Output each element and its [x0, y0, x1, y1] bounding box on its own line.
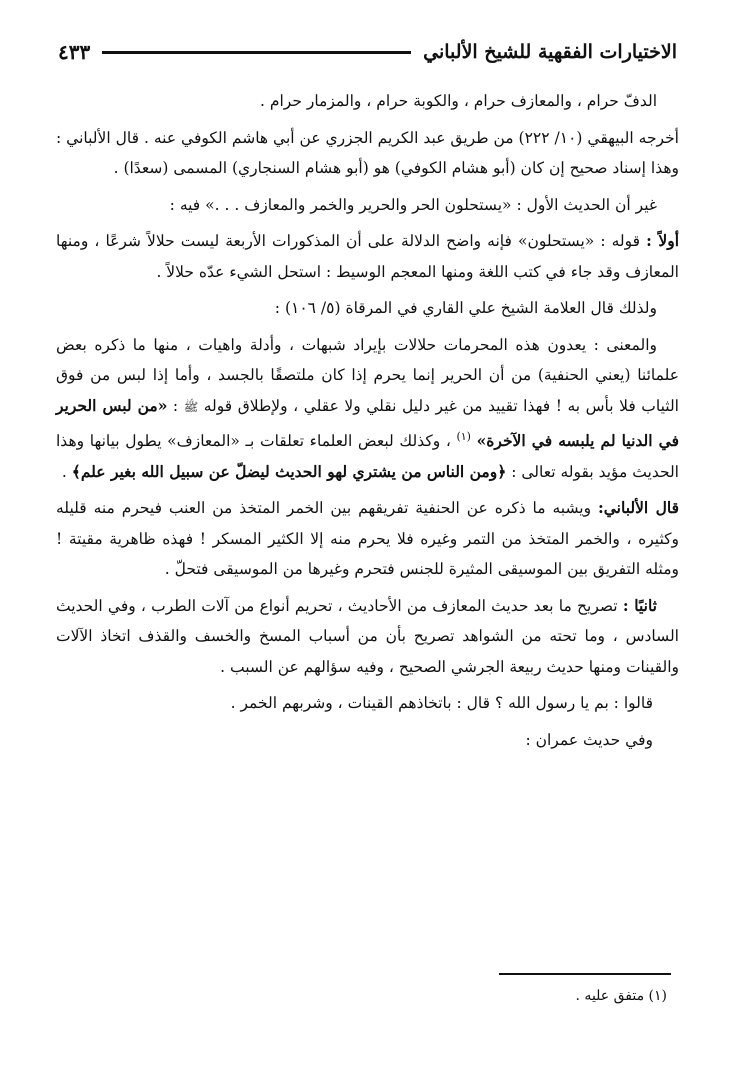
page-number: ٤٣٣ [58, 40, 91, 64]
paragraph-4-text: قوله : «يستحلون» فإنه واضح الدلالة على أن المذكورات الأربعة ليست حلالاً شرعًا ، ومنها المعازف وقد جاء في كتب اللغة ومنها المعجم الوسيط : استحل الشيء عدّه حلالاً . [56, 232, 679, 281]
paragraph-7-lead: قال الألباني: [598, 498, 680, 518]
paragraph-4-lead: أولاً : [646, 231, 680, 250]
running-title: الاختيارات الفقهية للشيخ الألباني [423, 41, 677, 63]
paragraph-7-text: ويشبه ما ذكره عن الحنفية تفريقهم بين الخمر المتخذ من العنب فيحرم منه قليله وكثيره ، والخمر المتخذ من التمر وغيره فلا يحرم منه إلا الكثير المسكر ! فهذه ظاهرية مقيتة ! ومثله التفريق بين الموسيقى المثيرة للجنس فتحرم وغيرها من الموسيقى فتحلّ . [56, 499, 679, 579]
header-rule [102, 51, 411, 54]
footnote [576, 985, 667, 1007]
paragraph-6-text-b: : [167, 396, 184, 415]
paragraph-1 [56, 86, 679, 117]
paragraph-5-text: ولذلك قال العلامة الشيخ علي القاري في المرقاة (٥/ ١٠٦) : [274, 299, 657, 317]
paragraph-2-text: أخرجه البيهقي (١٠/ ٢٢٢) من طريق عبد الكريم الجزري عن أبي هاشم الكوفي عنه . قال الألباني : وهذا إسناد صحيح إن كان (أبو هشام الكوفي) هو (أبو هشام السنجاري) المسمى (سعدًا) . [56, 128, 679, 177]
salla-glyph: ﷺ [183, 399, 199, 414]
footnote-text: (١) متفق عليه . [575, 988, 667, 1004]
paragraph-4 [56, 226, 679, 287]
paragraph-3-text: غير أن الحديث الأول : «يستحلون الحر والحرير والخمر والمعازف . . .» فيه : [169, 195, 657, 214]
body-text [56, 86, 679, 761]
paragraph-7 [56, 493, 679, 585]
page-header [58, 32, 677, 72]
paragraph-5 [56, 293, 679, 324]
paragraph-8 [56, 591, 679, 683]
paragraph-6-text-c: ، وكذلك لبعض العلماء تعلقات بـ «المعازف» يطول بيانها وهذا الحديث مؤيد بقوله تعالى : [56, 432, 679, 481]
paragraph-1-text: الدفّ حرام ، والمعازف حرام ، والكوبة حرام ، والمزمار حرام . [260, 92, 657, 110]
paragraph-10-text: وفي حديث عمران : [525, 730, 653, 749]
paragraph-10 [56, 725, 679, 756]
paragraph-6-end: . [61, 462, 72, 481]
paragraph-8-text: تصريح ما بعد حديث المعازف من الأحاديث ، تحريم أنواع من آلات الطرب ، وفي الحديث السادس ، وما تحته من الشواهد تصريح بأن من أسباب المسخ والخسف والقذف اتخاذ الآلات والقينات ومنها حديث ربيعة الجرشي الصحيح ، وفيه سؤالهم عن السبب . [56, 596, 679, 676]
paragraph-8-lead: ثانيًا : [622, 595, 657, 615]
paragraph-6-text-a: والمعنى : يعدون هذه المحرمات حلالات بإيراد شبهات ، وأدلة واهيات ، منها ما ذكره بعض علمائنا (يعني الحنفية) من أن الحرير إنما يحرم إذا كان ملتصقًا بالجسد ، وأما إذا لبس من فوق الثياب فلا بأس به ! فهذا تقييد من غير دليل نقلي ولا عقلي ، ولإطلاق قوله [56, 335, 679, 415]
quran-verse: ﴿ومن الناس من يشتري لهو الحديث ليضلّ عن سبيل الله بغير علم﴾ [71, 461, 507, 481]
paragraph-6 [56, 330, 679, 488]
footnote-separator [499, 973, 671, 975]
paragraph-3 [56, 190, 679, 221]
paragraph-2 [56, 123, 679, 184]
paragraph-9 [56, 688, 679, 719]
paragraph-9-text: قالوا : بم يا رسول الله ؟ قال : باتخاذهم القينات ، وشربهم الخمر . [230, 694, 653, 713]
footnote-reference: (١) [456, 430, 471, 443]
hadith-quote: «من لبس الحرير في الدنيا لم يلبسه في الآخرة» [56, 395, 679, 451]
